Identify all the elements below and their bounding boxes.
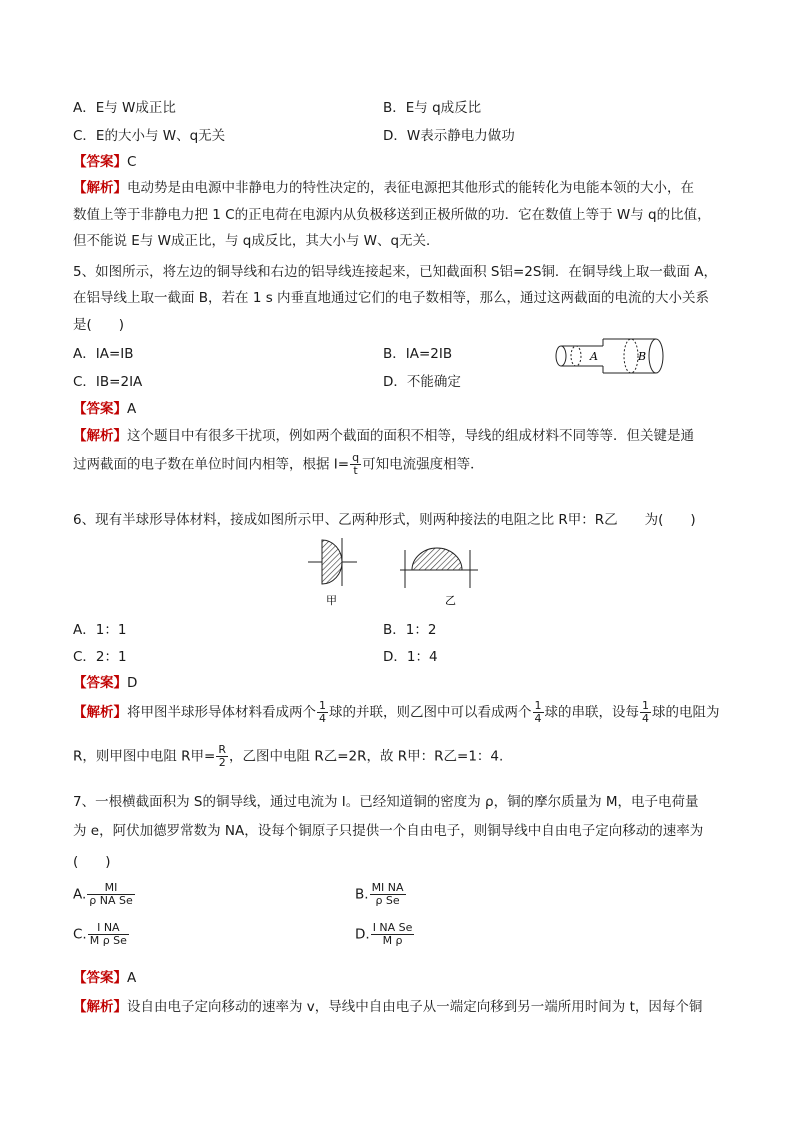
q4-option-a: A．E与 W成正比	[73, 100, 176, 116]
q4-option-b: B．E与 q成反比	[383, 100, 482, 116]
q6-option-c: C．2：1	[73, 649, 127, 665]
explain-text: R，则甲图中电阻 R甲=	[73, 748, 216, 765]
q4-option-d: D．W表示静电力做功	[383, 128, 515, 144]
explain-tag: 【解析】	[73, 180, 127, 196]
q5-option-d: D．不能确定	[383, 374, 461, 390]
answer-value: C	[127, 154, 137, 170]
q5-explain-line-1	[73, 424, 694, 444]
fraction	[317, 700, 328, 725]
q5-stem-line-3: 是( )	[73, 317, 125, 333]
q6-explain-line-2	[73, 744, 503, 769]
explain-text: 球的并联，则乙图中可以看成两个	[329, 704, 532, 721]
q6-option-d: D．1：4	[383, 649, 438, 665]
frac-num: MI	[87, 882, 134, 895]
q5-option-a: A．IA=IB	[73, 346, 134, 362]
explain-tag: 【解析】	[73, 999, 127, 1015]
q7-option-c	[73, 922, 130, 947]
answer-value: D	[127, 675, 138, 691]
frac-den: ρ Se	[375, 894, 400, 907]
frac-num: 1	[319, 699, 326, 712]
explain-text: 球的电阻为	[652, 704, 720, 721]
answer-tag: 【答案】	[73, 970, 127, 986]
option-prefix: C.	[73, 926, 87, 943]
frac-num: MI NA	[371, 881, 404, 894]
explain-text: 电动势是由电源中非静电力的特性决定的，表征电源把其他形式的能转化为电能本领的大小，在	[127, 180, 694, 196]
frac-den: M ρ	[382, 934, 403, 947]
option-prefix: B.	[355, 886, 369, 903]
explain-text: 将甲图半球形导体材料看成两个	[127, 704, 316, 721]
q7-answer	[73, 966, 136, 986]
frac-num: I NA	[88, 922, 129, 935]
fraction	[370, 882, 406, 907]
explain-tag: 【解析】	[73, 428, 127, 444]
q5-option-b: B．IA=2IB	[383, 346, 453, 362]
q7-option-d	[355, 922, 415, 947]
q4-option-c: C．E的大小与 W、q无关	[73, 128, 226, 144]
q4-explain-line-1	[73, 176, 694, 196]
explain-text: 可知电流强度相等．	[362, 456, 484, 473]
q6-option-a: A．1：1	[73, 622, 127, 638]
explain-text: 设自由电子定向移动的速率为 v，导线中自由电子从一端定向移到另一端所用时间为 t，因每个铜	[127, 999, 703, 1015]
q5-option-c: C．IB=2IA	[73, 374, 143, 390]
fraction	[216, 744, 228, 769]
explain-text: 过两截面的电子数在单位时间内相等，根据 I=	[73, 456, 350, 473]
explain-text: 球的串联，设每	[544, 704, 639, 721]
label-a: A	[590, 350, 598, 363]
answer-value: A	[127, 970, 137, 986]
label-jia: 甲	[326, 594, 337, 607]
q6-answer	[73, 671, 137, 691]
q7-option-a	[73, 882, 136, 907]
answer-tag: 【答案】	[73, 401, 127, 417]
q6-option-b: B．1：2	[383, 622, 437, 638]
fraction	[87, 882, 134, 907]
frac-num: R	[218, 743, 227, 756]
q5-answer	[73, 397, 136, 417]
q7-stem-line-3: ( )	[73, 854, 111, 870]
frac-den: M ρ Se	[89, 934, 127, 947]
q7-stem-line-2: 为 e，阿伏加德罗常数为 NA，设每个铜原子只提供一个自由电子，则铜导线中自由电子定向移动的速率为	[73, 823, 704, 839]
explain-text: ，乙图中电阻 R乙=2R，故 R甲：R乙=1：4.	[229, 748, 504, 765]
q6-hemisphere-figure	[300, 530, 495, 610]
q6-stem: 6、现有半球形导体材料，接成如图所示甲、乙两种形式，则两种接法的电阻之比 R甲：R乙 为( )	[73, 512, 696, 528]
label-yi: 乙	[445, 594, 456, 607]
frac-num: 1	[642, 699, 649, 712]
fraction	[88, 922, 129, 947]
q5-wire-figure	[548, 336, 668, 376]
frac-den: 4	[534, 712, 542, 725]
label-b: B	[638, 350, 647, 363]
frac-den: t	[353, 464, 358, 477]
frac-den: 4	[642, 712, 649, 725]
q7-option-b	[355, 882, 407, 907]
option-prefix: A.	[73, 886, 87, 903]
option-prefix: D.	[355, 926, 370, 943]
frac-den: 4	[319, 712, 326, 725]
q5-stem-line-1: 5、如图所示，将左边的铜导线和右边的铝导线连接起来，已知截面积 S铝=2S铜．在铜导线上取一截面 A，	[73, 264, 717, 280]
fraction	[371, 922, 415, 947]
q5-explain-line-2	[73, 452, 484, 477]
frac-num: 1	[534, 699, 542, 712]
q4-explain-line-2: 数值上等于非静电力把 1 C的正电荷在电源内从负极移送到正极所做的功．它在数值上等于 W与 q的比值，	[73, 207, 711, 223]
frac-den: ρ NA Se	[89, 894, 133, 907]
answer-value: A	[127, 401, 137, 417]
answer-tag: 【答案】	[73, 675, 127, 691]
q4-explain-line-3: 但不能说 E与 W成正比，与 q成反比，其大小与 W、q无关．	[73, 233, 440, 249]
q5-stem-line-2: 在铝导线上取一截面 B，若在 1 s 内垂直地通过它们的电子数相等，那么，通过这两截面的电流的大小关系	[73, 290, 710, 306]
frac-den: 2	[218, 756, 226, 769]
q7-stem-line-1: 7、一根横截面积为 S的铜导线，通过电流为 I。已经知道铜的密度为 ρ，铜的摩尔质量为 M，电子电荷量	[73, 794, 699, 810]
q7-explain-line-1	[73, 995, 702, 1015]
q4-answer	[73, 150, 136, 170]
frac-num: I NA Se	[372, 921, 413, 934]
explain-tag: 【解析】	[73, 704, 127, 721]
q6-explain-line-1	[73, 700, 720, 725]
frac-num: q	[352, 451, 360, 464]
fraction	[533, 700, 544, 725]
answer-tag: 【答案】	[73, 154, 127, 170]
explain-text: 这个题目中有很多干扰项，例如两个截面的面积不相等，导线的组成材料不同等等．但关键是通	[127, 428, 694, 444]
fraction	[350, 452, 361, 477]
fraction	[640, 700, 651, 725]
